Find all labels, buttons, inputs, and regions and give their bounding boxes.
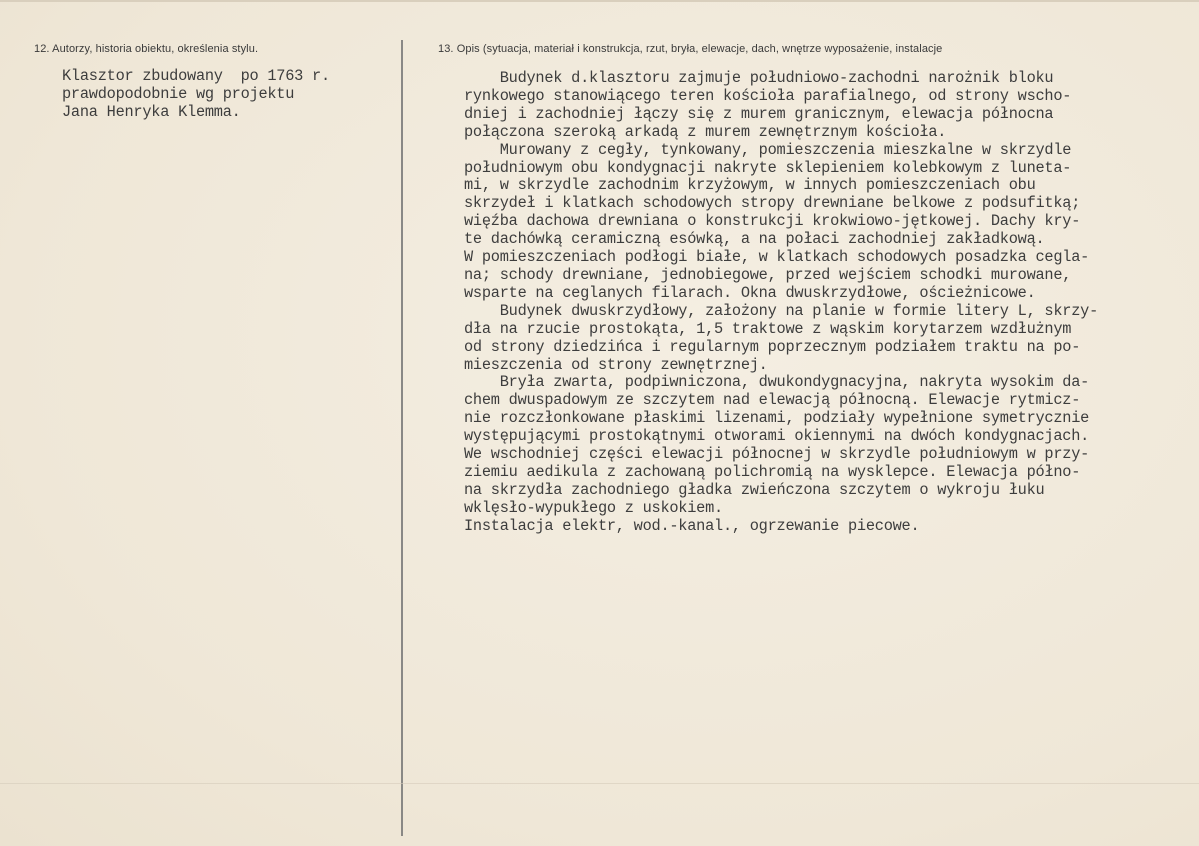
text-line: ziemiu aedikula z zachowaną polichromią na wysklepce. Elewacja półno- [464, 462, 1081, 481]
text-line: wklęsło-wypukłego z uskokiem. [464, 498, 723, 517]
section-13-heading: 13. Opis (sytuacja, materiał i konstrukcja, rzut, bryła, elewacje, dach, wnętrze wyposażenie, instalacje [438, 43, 943, 55]
text-line: prawdopodobnie wg projektu [62, 84, 295, 103]
text-line: We wschodniej części elewacji północnej w skrzydle południowym w przy- [464, 445, 1090, 464]
text-line: Instalacja elektr, wod.-kanal., ogrzewanie piecowe. [464, 516, 920, 535]
text-line: Budynek d.klasztoru zajmuje południowo-zachodni narożnik bloku [464, 69, 1054, 87]
text-line: skrzydeł i klatkach schodowych stropy drewniane belkowe z podsufitką; [464, 194, 1081, 213]
text-line: Murowany z cegły, tynkowany, pomieszczenia mieszkalne w skrzydle [464, 140, 1072, 159]
card-top-edge [0, 0, 1199, 2]
text-line: dła na rzucie prostokąta, 1,5 traktowe z wąskim korytarzem wzdłużnym [464, 319, 1072, 338]
section-13-text [464, 70, 1098, 536]
section-12-heading: 12. Autorzy, historia obiektu, określenia stylu. [34, 43, 259, 55]
text-line: W pomieszczeniach podłogi białe, w klatkach schodowych posadzka cegla- [464, 248, 1090, 267]
text-line: mieszczenia od strony zewnętrznej. [464, 355, 768, 374]
text-line: więźba dachowa drewniana o konstrukcji krokwiowo-jętkowej. Dachy kry- [464, 212, 1081, 231]
text-line: Budynek dwuskrzydłowy, założony na planie w formie litery L, skrzy- [464, 301, 1099, 320]
section-12-text [62, 68, 330, 122]
text-line: Klasztor zbudowany po 1763 r. [62, 67, 330, 85]
column-divider [401, 40, 403, 836]
text-line: Jana Henryka Klemma. [62, 102, 241, 121]
text-line: występującymi prostokątnymi otworami okiennymi na dwóch kondygnacjach. [464, 427, 1090, 446]
text-line: połączona szeroką arkadą z murem zewnętrznym kościoła. [464, 122, 947, 141]
text-line: nie rozczłonkowane płaskimi lizenami, podziały wypełnione symetrycznie [464, 409, 1090, 428]
text-line: rynkowego stanowiącego teren kościoła parafialnego, od strony wscho- [464, 86, 1072, 105]
text-line: dniej i zachodniej łączy się z murem granicznym, elewacja północna [464, 104, 1054, 123]
text-line: mi, w skrzydle zachodnim krzyżowym, w innych pomieszczeniach obu [464, 176, 1036, 195]
text-line: południowym obu kondygnacji nakryte sklepieniem kolebkowym z luneta- [464, 158, 1072, 177]
text-line: Bryła zwarta, podpiwniczona, dwukondygnacyjna, nakryta wysokim da- [464, 373, 1090, 392]
text-line: na skrzydła zachodniego gładka zwieńczona szczytem o wykroju łuku [464, 480, 1045, 499]
text-line: na; schody drewniane, jednobiegowe, przed wejściem schodki murowane, [464, 265, 1072, 284]
text-line: te dachówką ceramiczną esówką, a na połaci zachodniej zakładkową. [464, 230, 1045, 249]
text-line: wsparte na ceglanych filarach. Okna dwuskrzydłowe, ościeżnicowe. [464, 283, 1036, 302]
text-line: od strony dziedzińca i regularnym poprzecznym podziałem traktu na po- [464, 337, 1081, 356]
show-through-rule [0, 783, 1199, 784]
text-line: chem dwuspadowym ze szczytem nad elewacją północną. Elewacje rytmicz- [464, 391, 1081, 410]
